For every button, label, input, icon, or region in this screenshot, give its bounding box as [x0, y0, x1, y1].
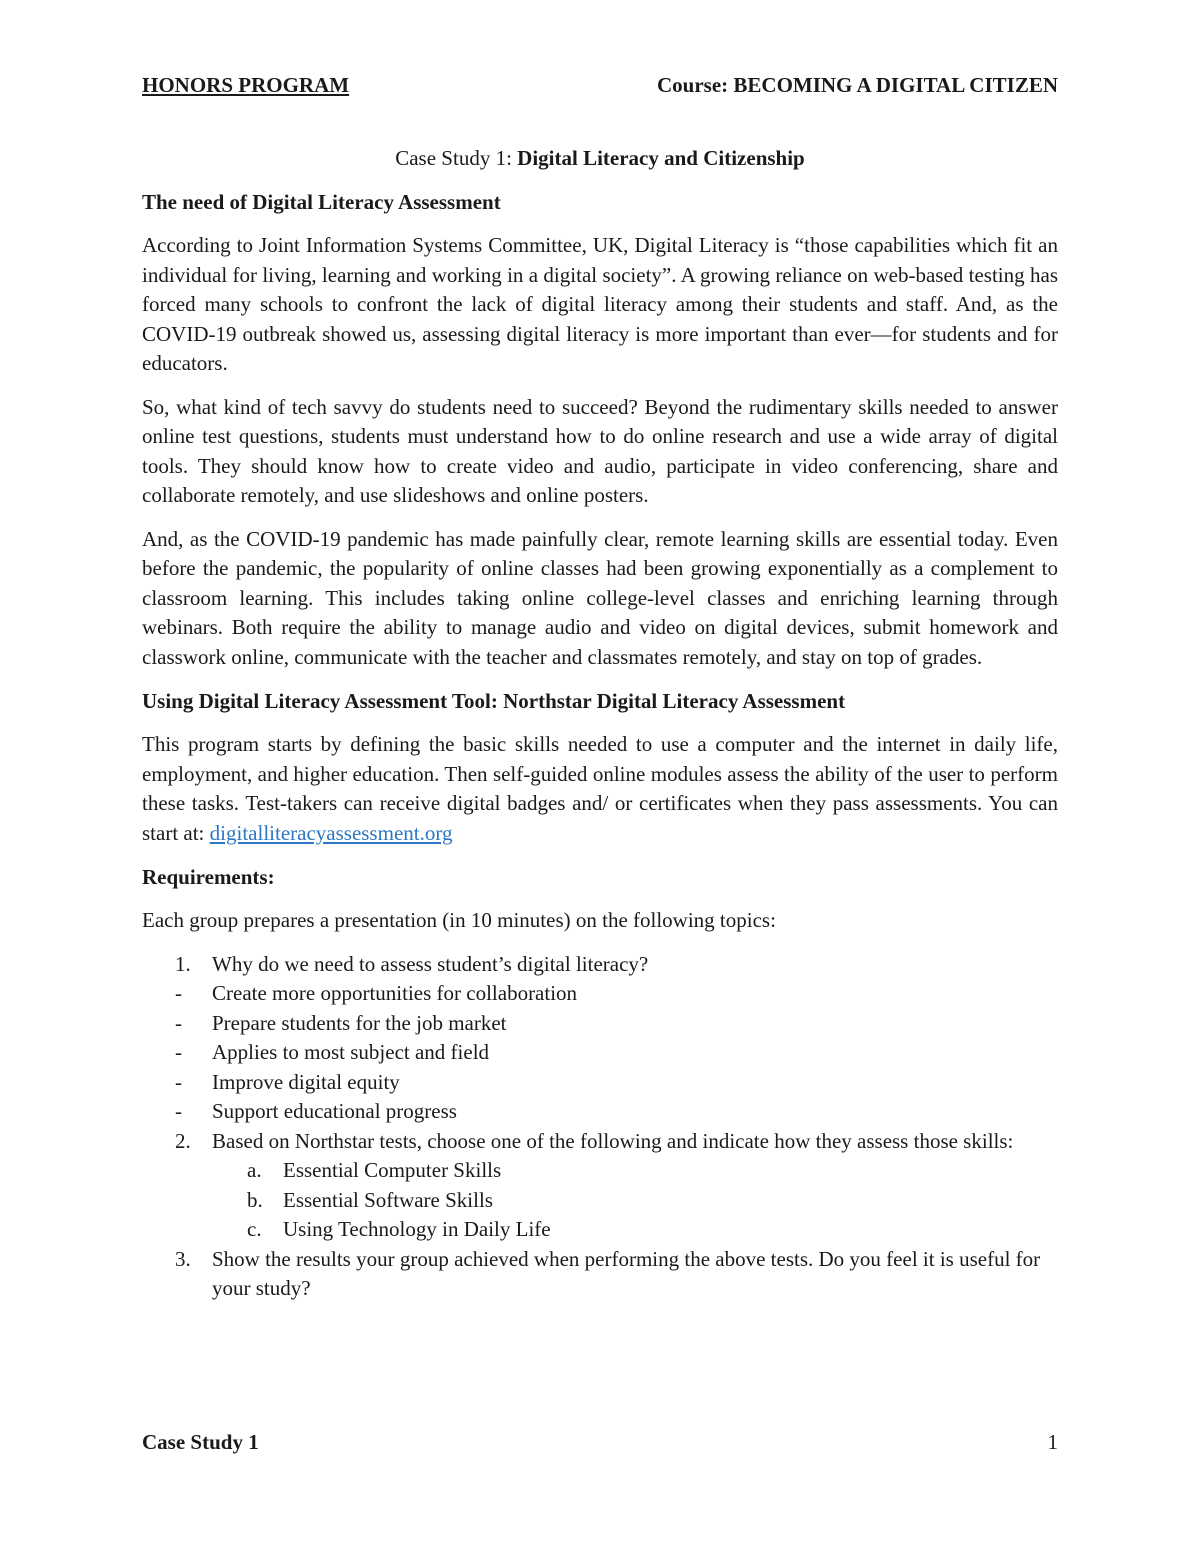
list-text: Show the results your group achieved when performing the above tests. Do you feel it is useful for your study? [212, 1246, 1041, 1300]
paragraph-northstar [142, 730, 1058, 848]
list-text: Support educational progress [212, 1099, 457, 1123]
list-text: Applies to most subject and field [212, 1040, 490, 1064]
page-number: 1 [1047, 1430, 1058, 1454]
paragraph: According to Joint Information Systems Committee, UK, Digital Literacy is “those capabilities which fit an individual for living, learning and working in a digital society”. A growing reliance on web-based testing has forced many schools to confront the lack of digital literacy among their students and staff. And, as the COVID-19 outbreak showed us, assessing digital literacy is more important than ever—for students and for educators. [142, 233, 1058, 375]
footer-label: Case Study 1 [142, 1430, 259, 1454]
list-item [142, 1097, 1058, 1127]
list-item [142, 1186, 1058, 1216]
page-content [142, 143, 1058, 1304]
list-marker: - [175, 1069, 182, 1094]
title-prefix: Case Study 1: [395, 146, 518, 170]
list-marker: 2. [175, 1128, 191, 1153]
list-text: Essential Computer Skills [283, 1158, 502, 1182]
list-marker: 3. [175, 1246, 191, 1271]
title-bold: Digital Literacy and Citizenship [517, 146, 805, 170]
list-marker: c. [247, 1217, 262, 1241]
requirements-heading: Requirements: [142, 865, 275, 889]
list-marker: - [175, 1010, 182, 1035]
list-text: Essential Software Skills [283, 1187, 493, 1212]
list-item [142, 950, 1058, 980]
list-text: Why do we need to assess student’s digital literacy? [212, 951, 649, 976]
list-text: Prepare students for the job market [212, 1010, 507, 1035]
list-marker: a. [247, 1158, 262, 1182]
requirements-intro: Each group prepares a presentation (in 10 minutes) on the following topics: [142, 908, 776, 932]
list-item [142, 1009, 1058, 1039]
list-item [142, 1038, 1058, 1068]
list-item [142, 1156, 1058, 1186]
list-text: Improve digital equity [212, 1069, 400, 1094]
paragraph: So, what kind of tech savvy do students need to succeed? Beyond the rudimentary skills needed to answer online test questions, students must understand how to do online research and use a wide array of digital tools. They should know how to create video and audio, participate in video conferencing, share and collaborate remotely, and use slideshows and online posters. [142, 394, 1058, 507]
list-marker: - [175, 1040, 182, 1064]
list-item [142, 1215, 1058, 1245]
document-title [142, 143, 1058, 173]
list-item [142, 1068, 1058, 1098]
list-text: Using Technology in Daily Life [283, 1217, 551, 1241]
northstar-text: This program starts by defining the basic skills needed to use a computer and the internet in daily life, employment, and higher education. Then self-guided online modules assess the ability of the user to perform these tasks. Test-takers can receive digital badges and/ or certificates when they pass assessments. You can start at: [142, 732, 1058, 845]
list-marker: - [175, 981, 182, 1005]
list-marker: - [175, 1099, 182, 1123]
list-item [142, 1127, 1058, 1157]
list-item [142, 1245, 1058, 1304]
list-text: Create more opportunities for collaboration [212, 981, 578, 1005]
requirements-list [142, 950, 1058, 1304]
section-heading-tool: Using Digital Literacy Assessment Tool: Northstar Digital Literacy Assessment [142, 689, 846, 713]
list-marker: b. [247, 1187, 263, 1212]
list-marker: 1. [175, 951, 191, 976]
header-program: HONORS PROGRAM [142, 73, 350, 97]
page-footer [142, 1430, 1058, 1460]
header-course: Course: BECOMING A DIGITAL CITIZEN [656, 73, 1058, 97]
section-heading-need: The need of Digital Literacy Assessment [142, 190, 501, 214]
paragraph: And, as the COVID-19 pandemic has made painfully clear, remote learning skills are essential today. Even before the pandemic, the popularity of online classes had been growing exponentially as a complement to classroom learning. This includes taking online college-level classes and enriching learning through webinars. Both require the ability to manage audio and video on digital devices, submit homework and classwork online, communicate with the teacher and classmates remotely, and stay on top of grades. [142, 526, 1058, 669]
page-header [142, 73, 1058, 103]
assessment-link[interactable]: digitalliteracyassessment.org [209, 820, 453, 845]
list-text: Based on Northstar tests, choose one of the following and indicate how they assess those skills: [212, 1128, 1014, 1153]
list-item [142, 979, 1058, 1009]
